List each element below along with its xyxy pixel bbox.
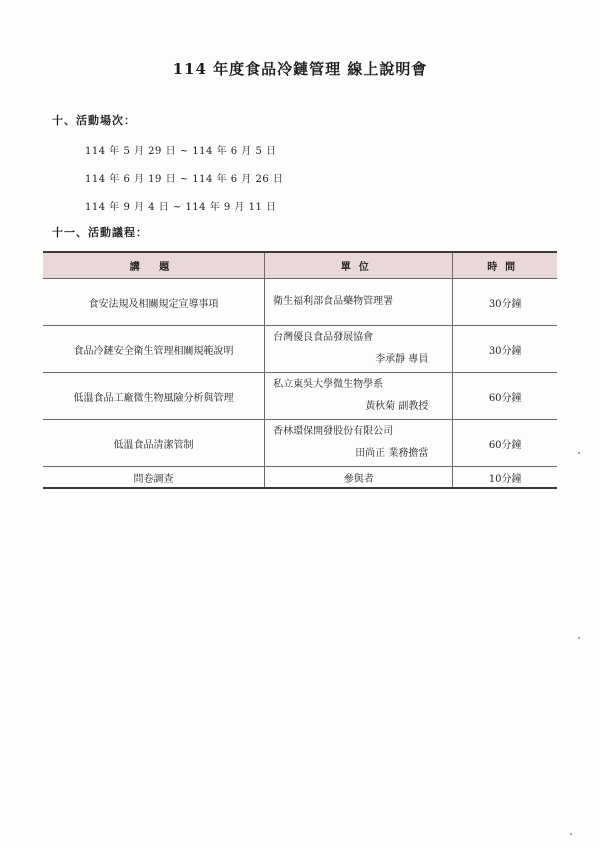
row-time: 10分鐘 — [453, 467, 557, 489]
agenda-row-5 — [43, 467, 557, 489]
scan-speck — [570, 833, 572, 835]
row-time: 60分鐘 — [453, 420, 557, 467]
row-topic: 低溫食品清潔管制 — [43, 420, 265, 467]
agenda-row-2 — [43, 326, 557, 373]
scan-speck — [578, 452, 580, 454]
section-eleven-heading: 十一、活動議程： — [52, 226, 148, 239]
header-unit: 單位 — [265, 252, 453, 279]
header-time: 時間 — [453, 252, 557, 279]
row-time: 60分鐘 — [453, 373, 557, 420]
header-topic: 講 題 — [43, 252, 265, 279]
row-topic: 問卷調查 — [43, 467, 265, 489]
row-unit: 參與者 — [265, 467, 453, 489]
row-time: 30分鐘 — [453, 326, 557, 373]
agenda-row-4 — [43, 420, 557, 467]
row-topic: 食品冷鏈安全衛生管理相關規範說明 — [43, 326, 265, 373]
scan-speck — [578, 637, 580, 639]
row-unit — [265, 326, 453, 373]
row-unit-speaker: 李承靜 專員 — [375, 354, 429, 365]
row-unit-speaker: 黃秋菊 副教授 — [365, 401, 429, 412]
row-unit — [265, 373, 453, 420]
row-unit-speaker: 田尚正 業務擔當 — [355, 448, 429, 459]
row-unit-org: 香林環保開發股份有限公司 — [273, 426, 394, 437]
row-unit-org: 衛生福利部食品藥物管理署 — [273, 296, 394, 307]
row-unit — [265, 279, 453, 326]
row-time: 30分鐘 — [453, 279, 557, 326]
agenda-header-row — [43, 252, 557, 279]
section-ten-heading: 十、活動場次： — [52, 114, 136, 127]
session-date-3: 114 年 9 月 4 日 ~ 114 年 9 月 11 日 — [85, 202, 277, 213]
agenda-row-3 — [43, 373, 557, 420]
row-unit-org: 私立東吳大學微生物學系 — [273, 379, 384, 390]
document-title: 114 年度食品冷鏈管理 線上說明會 — [172, 60, 428, 78]
agenda-table — [43, 251, 557, 489]
agenda-row-1 — [43, 279, 557, 326]
row-topic: 食安法規及相關規定宣導事項 — [43, 279, 265, 326]
row-topic: 低溫食品工廠微生物風險分析與管理 — [43, 373, 265, 420]
row-unit-org: 台灣優良食品發展協會 — [273, 332, 374, 343]
session-date-2: 114 年 6 月 19 日 ~ 114 年 6 月 26 日 — [85, 174, 284, 185]
session-date-1: 114 年 5 月 29 日 ~ 114 年 6 月 5 日 — [85, 146, 277, 157]
row-unit — [265, 420, 453, 467]
